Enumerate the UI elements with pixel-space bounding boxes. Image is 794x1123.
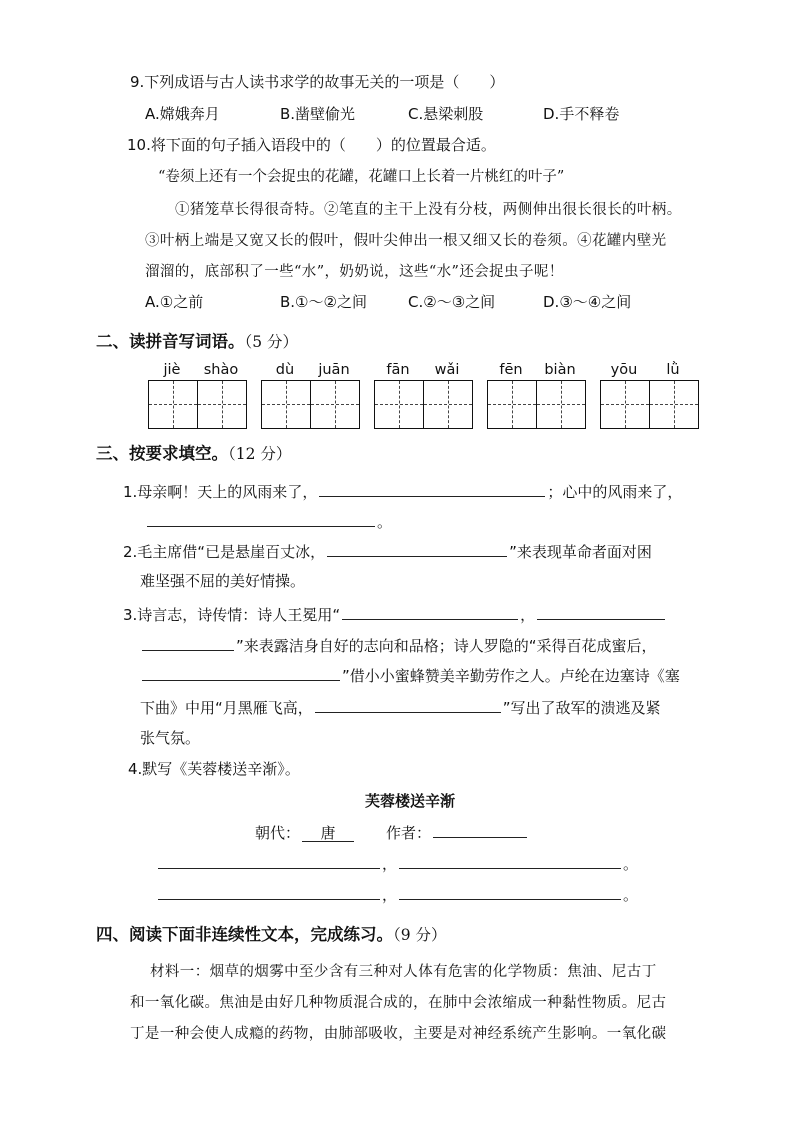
poem-period: 。 [623,855,639,873]
dynasty-label: 朝代： [255,824,301,842]
section4-score: （9 分） [393,926,447,944]
section2-heading [96,332,298,352]
material-line: 和一氧化碳。焦油是由好几种物质混合成的，在肺中会浓缩成一种黏性物质。尼古 [130,995,667,1011]
pinyin-syllable: yōu [610,362,638,378]
grid-cell[interactable] [601,381,649,428]
dynasty-value: 唐 [302,823,354,842]
poem-title: 芙蓉楼送辛渐 [365,792,456,810]
grid-cell[interactable] [423,381,472,428]
q10-option-b: B.①～②之间 [280,293,367,311]
section4-heading [96,925,447,945]
grid-cell[interactable] [488,381,536,428]
answer-blank[interactable] [142,635,234,651]
material-line: 丁是一种会使人成瘾的药物，由肺部吸收，主要是对神经系统产生影响。一氧化碳 [130,1026,667,1042]
answer-blank[interactable] [342,604,518,620]
grid-cell[interactable] [262,381,310,428]
q9-option-d: D.手不释卷 [543,105,620,123]
grid-cell[interactable] [649,381,698,428]
s3-q3-line2 [140,635,657,656]
author-blank[interactable] [433,822,527,838]
s3-q3-text: ”写出了敌军的溃逃及紧 [502,699,661,717]
answer-blank[interactable] [537,604,665,620]
writing-grid[interactable] [261,380,360,429]
poem-line-2 [156,884,638,905]
poem-comma: ， [382,855,398,873]
answer-blank[interactable] [142,665,340,681]
s3-q3-text: 下曲》中用“月黑雁飞高， [140,699,313,717]
s3-q1-line1 [123,481,682,502]
writing-grid[interactable] [374,380,473,429]
grid-cell[interactable] [375,381,423,428]
section3-title: 三、按要求填空。 [96,444,228,463]
section2-score: （5 分） [244,333,299,351]
s3-q1-text: 1.母亲啊！天上的风雨来了， [123,483,318,501]
s3-q2-text: ”来表现革命者面对困 [509,543,652,561]
s3-q3-text: 3.诗言志，诗传情：诗人王冕用“ [123,606,341,624]
s3-q3-text: ， [520,606,536,624]
writing-grid[interactable] [600,380,699,429]
q10-option-d: D.③～④之间 [543,293,632,311]
answer-blank[interactable] [158,853,380,869]
s3-q3-line3 [140,665,680,686]
s3-q1-text: 。 [377,513,393,531]
q10-option-a: A.①之前 [145,293,204,311]
pinyin-syllable: dù [275,362,295,378]
writing-grid[interactable] [487,380,586,429]
q10-passage-line: 溜溜的，底部积了一些“水”，奶奶说，这些“水”还会捉虫子呢！ [145,264,564,280]
pinyin-syllable: fān [386,362,410,378]
section3-heading [96,444,291,464]
s3-q2-line1 [123,541,652,562]
pinyin-syllable: shào [203,362,239,378]
grid-cell[interactable] [536,381,585,428]
writing-grid[interactable] [148,380,247,429]
answer-blank[interactable] [327,541,507,557]
grid-cell[interactable] [197,381,246,428]
poem-line-1 [156,853,638,874]
pinyin-syllable: biàn [544,362,576,378]
q10-stem: 10.将下面的句子插入语段中的（ ）的位置最合适。 [127,136,496,154]
poem-period: 。 [623,886,639,904]
s3-q3-text: ”来表露洁身自好的志向和品格；诗人罗隐的“采得百花成蜜后， [236,637,657,655]
q10-passage-line: ③叶柄上端是又宽又长的假叶，假叶尖伸出一根又细又长的卷须。④花罐内壁光 [145,233,667,249]
q10-option-c: C.②～③之间 [408,293,496,311]
pinyin-syllable: juān [318,362,350,378]
section2-title: 二、读拼音写词语。 [96,332,245,351]
answer-blank[interactable] [158,884,380,900]
material-line: 材料一：烟草的烟雾中至少含有三种对人体有危害的化学物质：焦油、尼古丁 [150,964,657,980]
section3-score: （12 分） [228,445,292,463]
s3-q3-line4 [140,697,661,718]
pinyin-syllable: wǎi [434,362,460,378]
pinyin-syllable: jiè [163,362,181,378]
q10-quote: “卷须上还有一个会捉虫的花罐，花罐口上长着一片桃红的叶子” [158,169,565,185]
pinyin-syllable: fēn [499,362,523,378]
grid-cell[interactable] [149,381,197,428]
q9-stem: 9.下列成语与古人读书求学的故事无关的一项是（ ） [130,73,505,91]
s3-q2-text: 2.毛主席借“已是悬崖百丈冰， [123,543,326,561]
section4-title: 四、阅读下面非连续性文本，完成练习。 [96,925,393,944]
s3-q1-text: ；心中的风雨来了， [547,483,683,501]
s3-q4-stem: 4.默写《芙蓉楼送辛渐》。 [128,760,300,778]
answer-blank[interactable] [147,511,375,527]
s3-q3-line5: 张气氛。 [140,729,201,747]
poem-meta [255,822,529,843]
s3-q1-line2 [145,511,392,532]
answer-blank[interactable] [399,884,621,900]
grid-cell[interactable] [310,381,359,428]
s3-q3-line1 [123,604,667,625]
q9-option-a: A.嫦娥奔月 [145,105,220,123]
s3-q3-text: ”借小小蜜蜂赞美辛勤劳作之人。卢纶在边塞诗《塞 [342,667,680,685]
author-label: 作者： [386,824,432,842]
q9-option-c: C.悬梁刺股 [408,105,484,123]
s3-q2-line2: 难坚强不屈的美好情操。 [140,572,306,590]
q9-option-b: B.凿壁偷光 [280,105,356,123]
answer-blank[interactable] [399,853,621,869]
answer-blank[interactable] [319,481,545,497]
q10-passage-line: ①猪笼草长得很奇特。②笔直的主干上没有分枝，两侧伸出很长很长的叶柄。 [175,202,682,218]
answer-blank[interactable] [315,697,501,713]
poem-comma: ， [382,886,398,904]
pinyin-syllable: lǜ [666,362,680,378]
